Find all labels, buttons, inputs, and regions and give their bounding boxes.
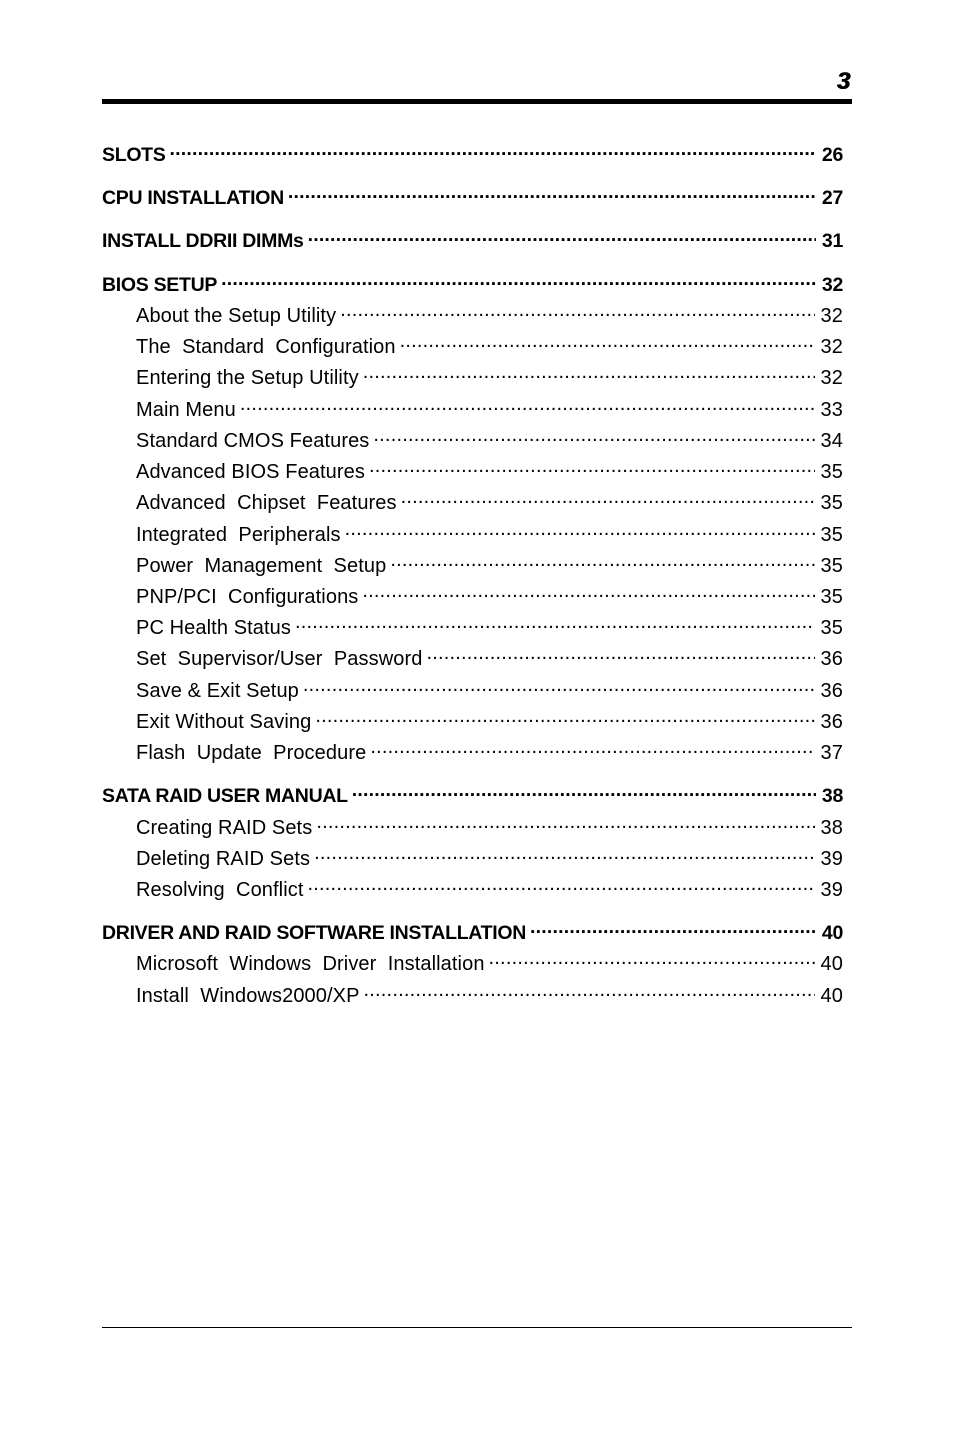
toc-subsection-entry[interactable] — [136, 735, 843, 765]
toc-subsection-entry[interactable] — [136, 946, 843, 976]
dot-leader — [426, 641, 814, 665]
toc-entry-page-number: 36 — [820, 711, 843, 733]
toc-subsection-entry[interactable] — [136, 423, 843, 453]
dot-leader — [340, 298, 814, 322]
toc-subsection-entry[interactable] — [136, 673, 843, 703]
footer-rule — [102, 1327, 852, 1328]
toc-entry-page-number: 39 — [820, 879, 843, 901]
toc-entry-page-number: 34 — [820, 430, 843, 452]
toc-entry-page-number: 33 — [820, 399, 843, 421]
toc-entry-title: Entering the Setup Utility — [136, 367, 359, 389]
toc-entry-page-number: 38 — [820, 817, 843, 839]
toc-entry-page-number: 36 — [820, 680, 843, 702]
toc-subsection-entry[interactable] — [136, 872, 843, 902]
dot-leader — [530, 915, 816, 939]
dot-leader — [316, 810, 814, 834]
toc-subsection-entry[interactable] — [136, 360, 843, 390]
toc-section-entry[interactable] — [102, 778, 843, 808]
dot-leader — [345, 517, 815, 541]
dot-leader — [295, 610, 815, 634]
toc-entry-title: The Standard Configuration — [136, 336, 396, 358]
toc-entry-page-number: 35 — [820, 524, 843, 546]
toc-entry-title: Resolving Conflict — [136, 879, 304, 901]
toc-entry-page-number: 32 — [821, 274, 843, 296]
toc-subsection-entry[interactable] — [136, 517, 843, 547]
toc-entry-page-number: 31 — [821, 230, 843, 252]
dot-leader — [170, 137, 816, 161]
dot-leader — [390, 548, 814, 572]
toc-entry-page-number: 35 — [820, 617, 843, 639]
toc-entry-title: Set Supervisor/User Password — [136, 648, 423, 670]
toc-entry-title: Advanced Chipset Features — [136, 492, 397, 514]
toc-entry-page-number: 27 — [821, 187, 843, 209]
toc-subsection-entry[interactable] — [136, 485, 843, 515]
toc-entry-page-number: 40 — [820, 985, 843, 1007]
toc-section-entry[interactable] — [102, 223, 843, 253]
toc-entry-title: Exit Without Saving — [136, 711, 312, 733]
toc-subsection-entry[interactable] — [136, 841, 843, 871]
toc-entry-title: Power Management Setup — [136, 555, 387, 577]
toc-entry-title: Save & Exit Setup — [136, 680, 299, 702]
toc-subsection-entry[interactable] — [136, 329, 843, 359]
toc-subsection-entry[interactable] — [136, 454, 843, 484]
toc-entry-title: Main Menu — [136, 399, 236, 421]
dot-leader — [369, 454, 815, 478]
toc-entry-page-number: 37 — [820, 742, 843, 764]
toc-entry-title: Flash Update Procedure — [136, 742, 367, 764]
toc-entry-title: DRIVER AND RAID SOFTWARE INSTALLATION — [102, 922, 527, 944]
toc-subsection-entry[interactable] — [136, 548, 843, 578]
page-number: 3 — [836, 68, 850, 95]
dot-leader — [303, 673, 815, 697]
toc-entry-title: SATA RAID USER MANUAL — [102, 785, 348, 807]
toc-entry-page-number: 32 — [820, 305, 843, 327]
toc-subsection-entry[interactable] — [136, 704, 843, 734]
dot-leader — [362, 579, 814, 603]
dot-leader — [400, 329, 815, 353]
dot-leader — [288, 180, 816, 204]
toc-section-entry[interactable] — [102, 180, 843, 210]
toc-subsection-entry[interactable] — [136, 579, 843, 609]
toc-entry-title: PNP/PCI Configurations — [136, 586, 359, 608]
toc-entry-page-number: 32 — [820, 367, 843, 389]
toc-entry-title: CPU INSTALLATION — [102, 187, 284, 209]
dot-leader — [315, 704, 814, 728]
dot-leader — [308, 872, 815, 896]
toc-entry-title: PC Health Status — [136, 617, 292, 639]
toc-entry-page-number: 35 — [820, 555, 843, 577]
dot-leader — [373, 423, 814, 447]
dot-leader — [314, 841, 814, 865]
toc-subsection-entry[interactable] — [136, 641, 843, 671]
dot-leader — [240, 392, 815, 416]
toc-subsection-entry[interactable] — [136, 978, 843, 1008]
toc-entry-page-number: 26 — [821, 144, 843, 166]
toc-subsection-entry[interactable] — [136, 610, 843, 640]
toc-entry-page-number: 39 — [820, 848, 843, 870]
toc-entry-page-number: 35 — [820, 492, 843, 514]
toc-section-entry[interactable] — [102, 267, 843, 297]
toc-entry-title: SLOTS — [102, 144, 166, 166]
dot-leader — [352, 778, 816, 802]
header-rule — [102, 99, 852, 104]
toc-entry-title: Deleting RAID Sets — [136, 848, 311, 870]
dot-leader — [363, 360, 815, 384]
toc-subsection-entry[interactable] — [136, 298, 843, 328]
dot-leader — [401, 485, 815, 509]
dot-leader — [364, 978, 815, 1002]
toc-entry-title: INSTALL DDRII DIMMs — [102, 230, 304, 252]
dot-leader — [221, 267, 816, 291]
toc-section-entry[interactable] — [102, 137, 843, 167]
toc-section-entry[interactable] — [102, 915, 843, 945]
toc-subsection-entry[interactable] — [136, 392, 843, 422]
dot-leader — [308, 223, 816, 247]
toc-entry-title: Advanced BIOS Features — [136, 461, 365, 483]
toc-entry-page-number: 35 — [820, 586, 843, 608]
toc-entry-page-number: 40 — [820, 953, 843, 975]
toc-entry-page-number: 40 — [821, 922, 843, 944]
dot-leader — [370, 735, 814, 759]
toc-entry-page-number: 35 — [820, 461, 843, 483]
toc-entry-page-number: 32 — [820, 336, 843, 358]
toc-entry-title: Integrated Peripherals — [136, 524, 341, 546]
toc-entry-title: Microsoft Windows Driver Installation — [136, 953, 485, 975]
toc-subsection-entry[interactable] — [136, 810, 843, 840]
toc-entry-title: Standard CMOS Features — [136, 430, 370, 452]
toc-entry-title: About the Setup Utility — [136, 305, 337, 327]
toc-entry-page-number: 36 — [820, 648, 843, 670]
toc-entry-title: Creating RAID Sets — [136, 817, 313, 839]
toc-entry-page-number: 38 — [821, 785, 843, 807]
dot-leader — [489, 946, 815, 970]
toc-entry-title: BIOS SETUP — [102, 274, 218, 296]
toc-entry-title: Install Windows2000/XP — [136, 985, 360, 1007]
